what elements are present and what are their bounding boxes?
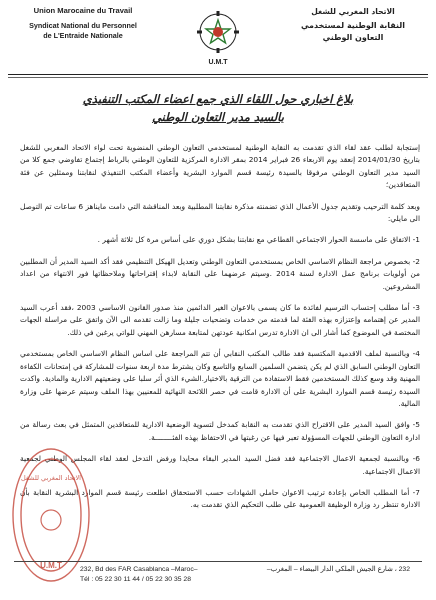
point-6: 6- وبالنسبة لجمعية الاعمال الاجتماعية فقد فضل السيد المدير البقاء محايدا ورفض التدخل لعقد لقاء المجلس الوطني لجمعية الاعمال الاجتماعية. (20, 454, 420, 476)
point-7: 7- أما المطلب الخاص بإعادة ترتيب الاعوان حاملي الشهادات حسب الاستحقاق اطلعت رئيسة قسم الموارد البشرية النقابة بأن الادارة تنتظر رد وزارة الوظيفة العمومية على طلب التحكيم الذي تقدمت به. (20, 487, 420, 510)
stamp-text-bottom: U.M.T (40, 561, 62, 570)
stamp-text-top: الاتحاد المغربي للشغل (20, 474, 82, 482)
footer-address-fr: 232, Bd des FAR Casablanca –Maroc– (80, 566, 198, 573)
syndicate-name-ar-line1: النقابة الوطنية لمستخدمي (300, 21, 406, 30)
letterhead-arabic (278, 6, 428, 44)
document-body (20, 142, 420, 517)
header-divider (8, 74, 428, 75)
header-divider-thin (8, 77, 428, 78)
paragraph-intro: إستجابة لطلب عقد لقاء الذي تقدمت به النقابة الوطنية لمستخدمي التعاون الوطني المنضوية تحت لواء الاتحاد المغربي للشغل بتاريخ 2014/01/30 إنعقد يوم الاربعاء 26 فبراير 2014 بمقر الادارة المركزية للتعاون الوطني بالرباط إجتماع تفاوضي جمع كلا من السيد مدير التعاون الوطني مرفوقا بالسيدة رئيسة قسم الموارد البشرية وأعضاء المكتب التنفيذي لنقابتنا وممثلين عن فئة المتعاقدين؛ (20, 143, 420, 190)
document-title (0, 90, 436, 126)
syndicate-name-fr-line1: Syndicat National du Personnel (29, 21, 137, 30)
union-name-ar: الاتحاد المغربي للشغل (311, 7, 395, 16)
logo-text: U.M.T (208, 59, 228, 66)
footer-telephone: Tél : 05 22 30 11 44 / 05 22 30 35 28 (80, 576, 191, 583)
umt-emblem-icon (190, 8, 246, 70)
point-3: 3- أما مطلب إحتساب الترسيم لفائدة ما كان يسمى بالاعوان الغير الدائمين منذ صدور القانون الاساسي 2003 ،فقد أعرب السيد المدير عن إهتمامه وإعتزازه بهذه الفئة لما قدمته من خدمات وتضحيات جليلة وما زالت تقدمه الى الآن واتفق على مراسلة الجهات المختصة في الموضوع كما أشار الى ان الادارة تدرس امكانية عودتهن لمتابعة مسارهن المهني للواتي يرغبن في ذلك. (20, 303, 420, 337)
title-line-1: بلاغ اخباري حول اللقاء الذي جمع اعضاء المكتب التنفيذي (82, 92, 354, 106)
footer-address-ar: 232 ، شارع الجيش الملكي الدار البيضاء – المغرب– (266, 566, 410, 573)
footer-divider (14, 561, 422, 562)
point-2: 2- بخصوص مراجعة النظام الاساسي الخاص بمستخدمي التعاون الوطني وتعديل الهيكل التنظيمي فقد أكد السيد المدير أن المطلبين من أولويات برنامج عمل الادارة لسنة 2014 .وسيتم عرضهما على النقابة لابداء إقتراحاتها وملاحظاتها فور الانتهاء من اعداد المشروعين. (20, 256, 421, 291)
union-name-fr: Union Marocaine du Travail (33, 6, 133, 15)
title-line-2: بالسيد مدير التعاون الوطني (152, 110, 284, 124)
paragraph-agenda: وبعد كلمة الترحيب وتقديم جدول الأعمال الذي تضمنته مذكرة نقابتنا المطلبية وبعد المناقشة التي دامت مايناهز 6 ساعات تم التوصل الى مايلي: (20, 201, 420, 224)
point-4: 4- وبالنسبة لملف الاقدمية المكتسبة فقد طالب المكتب النقابي أن تتم المراجعة على اساس النظام الاساسي الخاص بمستخدمي التعاون الوطني السابق الذي لم يكن يتضمن السلمين السابع والتاسع وكان يشترط مدة اربعة سنوات للمشاركة في إمتحانات الكفاءة المهنية وقد وسع كذلك المستخدمين فقط الاستفادة من الترقية بالاختيار.الشيء الذي أثر سلبا على وضعيتهم الادارية والمادية. واكدت السيدة رئيسة قسم الموارد البشرية على أن الادارة قامت في حصر اللائحة النهائية للمعنيين بهذا الملف وسيتم عرضها على وزارة المالية. (20, 349, 420, 408)
letterhead (0, 4, 436, 76)
syndicate-name-ar-line2: التعاون الوطني (322, 33, 384, 42)
syndicate-name-fr-line2: de L'Entraide Nationale (43, 31, 123, 40)
letterhead-french (8, 6, 158, 41)
point-5: 5- وافق السيد المدير على الاقتراح الذي تقدمت به النقابة كمدخل لتسوية الوضعية الادارية للمتعاقدين المتمثل في بعث رسالة من ادارة التعاون الوطني للجهات المسؤولة تعبر فيها عن رغبتها في الاحتفاظ بهذه الفئــــــــة. (20, 420, 420, 442)
point-1: 1- الاتفاق على ماسسة الحوار الاجتماعي القطاعي مع نقابتنا بشكل دوري على أساس مرة كل ثلاثة أشهر . (97, 235, 420, 245)
